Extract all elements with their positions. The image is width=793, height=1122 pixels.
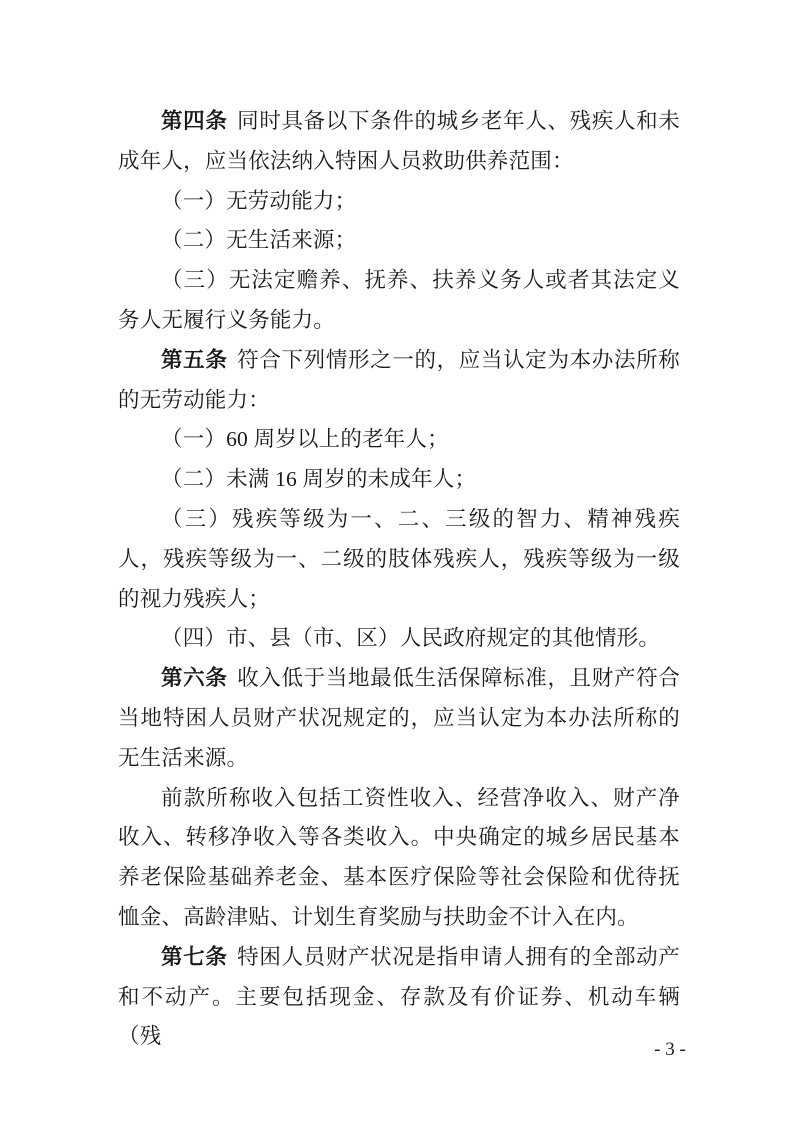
document-body xyxy=(118,102,680,1057)
article-6-paragraph xyxy=(118,659,680,778)
article-5-clause-2: （二）未满 16 周岁的未成年人； xyxy=(161,467,477,492)
page-number: - 3 - xyxy=(654,1039,686,1060)
article-5-paragraph xyxy=(118,341,680,421)
article-4-label: 第四条 xyxy=(161,109,228,133)
article-4-text: 同时具备以下条件的城乡老年人、残疾人和未成年人，应当依法纳入特困人员救助供养范围： xyxy=(118,109,680,173)
article-4-clause-3: （三）无法定赡养、抚养、扶养义务人或者其法定义务人无履行义务能力。 xyxy=(118,268,680,332)
article-4-paragraph xyxy=(118,102,680,182)
article-4-clause-1: （一）无劳动能力； xyxy=(161,188,357,213)
article-7-text: 特困人员财产状况是指申请人拥有的全部动产和不动产。主要包括现金、存款及有价证券、机动车辆（残 xyxy=(118,944,680,1049)
article-7-paragraph xyxy=(118,938,680,1057)
article-6-supplementary-paragraph: 前款所称收入包括工资性收入、经营净收入、财产净收入、转移净收入等各类收入。中央确定的城乡居民基本养老保险基础养老金、基本医疗保险等社会保险和优待抚恤金、高龄津贴、计划生育奖励与扶助金不计入在内。 xyxy=(118,785,680,929)
article-5-text: 符合下列情形之一的，应当认定为本办法所称的无劳动能力： xyxy=(118,347,680,412)
article-5-clause-4: （四）市、县（市、区）人民政府规定的其他情形。 xyxy=(161,626,661,651)
article-5-clause-3: （三）残疾等级为一、二、三级的智力、精神残疾人，残疾等级为一、二级的肢体残疾人，残疾等级为一级的视力残疾人； xyxy=(118,506,680,611)
article-5-label: 第五条 xyxy=(161,347,228,372)
article-6-label: 第六条 xyxy=(161,666,228,691)
article-4-clause-2: （二）无生活来源； xyxy=(161,228,357,253)
article-5-clause-1: （一）60 周岁以上的老年人； xyxy=(161,427,449,452)
article-7-label: 第七条 xyxy=(161,944,228,969)
article-6-text: 收入低于当地最低生活保障标准，且财产符合当地特困人员财产状况规定的，应当认定为本办法所称的无生活来源。 xyxy=(118,666,680,770)
